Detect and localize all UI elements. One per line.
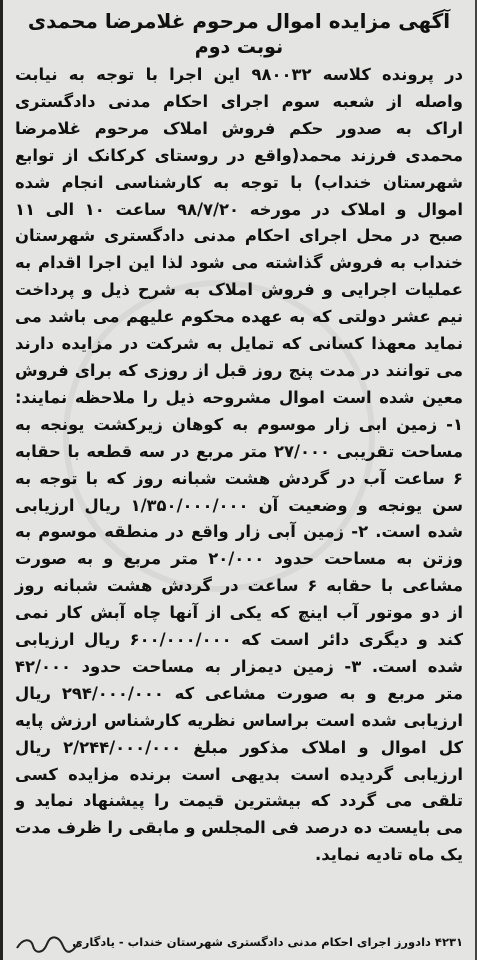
text-line: معین شده است اموال مشروحه ذیل را ملاحظه نمایند: — [15, 387, 463, 407]
text-line: شده است. ۲- زمین آبی زار واقع در منطقه موسوم به — [15, 522, 463, 542]
text-line: سن یونجه و وضعیت آن ۱/۳۵۰/۰۰۰/۰۰۰ ریال ارزیابی — [15, 495, 464, 515]
notice-body — [3, 0, 475, 869]
text-line: خنداب به فروش گذاشته می شود لذا این اجرا اقدام به — [15, 253, 463, 273]
text-line: صبح در محل اجرای احکام مدنی دادگستری شهرستان — [15, 226, 463, 246]
text-line: وزتن به مساحت حدود ۲۰/۰۰۰ متر مربع و به صورت — [15, 549, 463, 569]
text-line: نماید معهذا کسانی که تمایل به شرکت در مزایده دارند — [15, 334, 463, 354]
notice-footer: ۴۲۳۱ دادورز اجرای احکام مدنی دادگستری شهرستان خنداب - یادگاری — [72, 935, 463, 949]
text-line: می توانند در مدت پنج روز قبل از روزی که برای فروش — [15, 360, 463, 380]
text-line: محمدی فرزند محمد(واقع در روستای کرکانک از توابع — [15, 145, 463, 165]
text-line: اراک به صدور حکم فروش املاک مرحوم غلامرضا — [15, 118, 463, 138]
text-line: کند و دیگری دائر است که ۶۰۰/۰۰۰/۰۰۰ ریال ارزیابی — [15, 630, 463, 650]
text-line: مساحت تقریبی ۲۷/۰۰۰ متر مربع در سه قطعه با حقابه — [15, 441, 464, 461]
text-line: عملیات اجرایی و فروش املاک به شرح ذیل و پرداخت — [15, 280, 463, 300]
text-line: تلقی می گردد که بیشترین قیمت را پیشنهاد نماید و — [15, 791, 463, 811]
text-line: می بایست ده درصد فی المجلس و مابقی را ظرف مدت — [15, 818, 463, 838]
text-line-last: یک ماه تادیه نماید. — [315, 845, 463, 865]
text-line: ۶ ساعت آب در گردش هشت شبانه روز که با توجه به — [15, 468, 463, 488]
text-line: شده است. ۳- زمین دیمزار به مساحت حدود ۴۲/۰۰۰ — [15, 656, 463, 676]
notice-paragraph — [15, 62, 463, 869]
text-line: از دو موتور آب اینچ که یکی از آنها چاه آبش کار نمی — [15, 603, 463, 623]
text-line: اموال و املاک در مورخه ۹۸/۷/۲۰ ساعت ۱۰ الی ۱۱ — [15, 199, 463, 219]
notice-subtitle: نوبت دوم — [194, 36, 284, 58]
notice-title: آگهی مزایده اموال مرحوم غلامرضا محمدی — [27, 9, 451, 33]
text-line: در پرونده کلاسه ۹۸۰۰۳۲ این اجرا با توجه به نیابت — [15, 65, 463, 84]
text-line: شهرستان خنداب) با توجه به کارشناسی انجام شده — [15, 172, 463, 192]
text-line: مشاعی با حقابه ۶ ساعت در گردش هشت شبانه روز — [15, 576, 463, 596]
text-line: واصله از شعبه سوم اجرای احکام مدنی دادگستری — [15, 91, 463, 111]
text-line: نیم عشر دولتی که به عهده محکوم علیهم می باشد می — [15, 307, 463, 327]
text-line: ارزیابی شده است براساس نظریه کارشناس ارزش پایه — [15, 710, 463, 730]
text-line: ارزیابی گردیده است بدیهی است برنده مزایده کسی — [15, 764, 463, 784]
text-line: کل اموال و املاک مذکور مبلغ ۲/۲۴۴/۰۰۰/۰۰۰ ریال — [15, 737, 463, 757]
text-line: ۱- زمین ابی زار موسوم به کوهان زیرکشت یونجه به — [15, 414, 463, 434]
text-line: متر مربع و به صورت مشاعی که ۲۹۴/۰۰۰/۰۰۰ ریال — [15, 683, 463, 703]
handwritten-mark-icon — [13, 934, 83, 956]
